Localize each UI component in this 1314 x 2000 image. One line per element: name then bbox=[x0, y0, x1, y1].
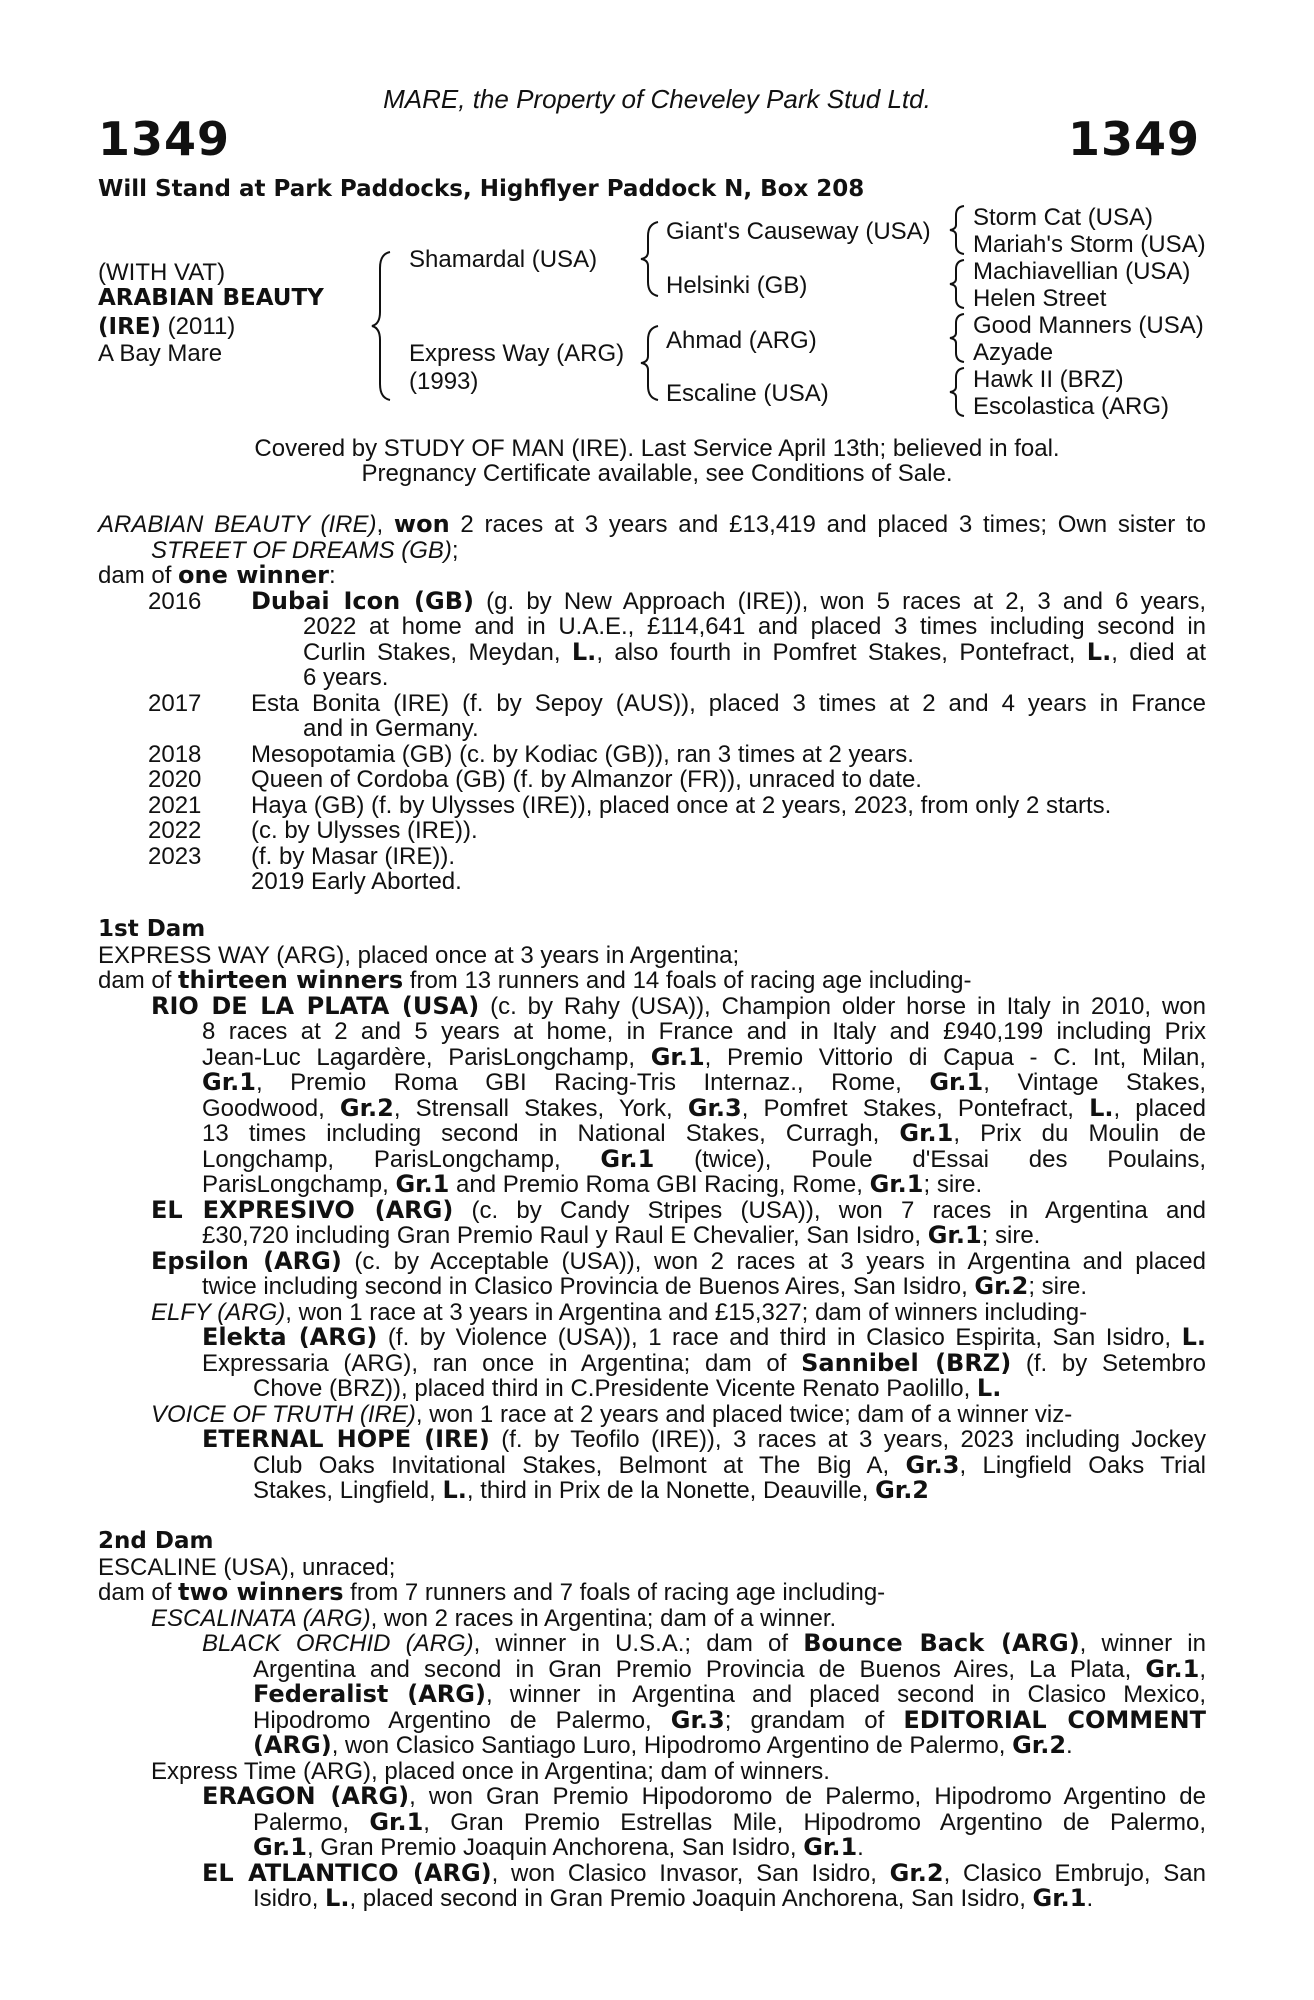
dam-line: dam of two winners from 7 runners and 7 foals of racing age including- bbox=[98, 1578, 886, 1606]
produce-row: 2018 Mesopotamia (GB) (c. by Kodiac (GB)), ran 3 times at 2 years. bbox=[148, 740, 914, 768]
produce-row: 2021 Haya (GB) (f. by Ulysses (IRE)), placed once at 2 years, 2023, from only 2 starts. bbox=[148, 791, 1112, 819]
brace-g3 bbox=[948, 311, 970, 365]
produce-row: 2022 (c. by Ulysses (IRE)). bbox=[148, 817, 478, 844]
ggs-6: Azyade bbox=[973, 339, 1054, 366]
dam-line: EXPRESS WAY (ARG), placed once at 3 years in Argentina; bbox=[98, 941, 740, 969]
produce-row: 2019 Early Aborted. bbox=[251, 868, 462, 895]
horse-description: A Bay Mare bbox=[98, 340, 223, 367]
offspring-line: Goodwood, Gr.2, Strensall Stakes, York, Gr.3, Pomfret Stakes, Pontefract, L., placed bbox=[202, 1093, 1207, 1122]
covering-line-2: Pregnancy Certificate available, see Conditions of Sale. bbox=[361, 460, 953, 487]
produce-row: Curlin Stakes, Meydan, L., also fourth in Pomfret Stakes, Pontefract, L., died at bbox=[303, 637, 1207, 666]
offspring-line: EL ATLANTICO (ARG), won Clasico Invasor, San Isidro, Gr.2, Clasico Embrujo, San bbox=[202, 1858, 1206, 1887]
offspring-line: Isidro, L., placed second in Gran Premio Joaquin Anchorena, San Isidro, Gr.1. bbox=[253, 1884, 1094, 1912]
section-heading: 2nd Dam bbox=[98, 1528, 214, 1554]
offspring-line: Epsilon (ARG) (c. by Acceptable (USA)), won 2 races at 3 years in Argentina and placed bbox=[151, 1246, 1206, 1275]
offspring-line: RIO DE LA PLATA (USA) (c. by Rahy (USA)), Champion older horse in Italy in 2010, won bbox=[151, 991, 1206, 1020]
offspring-line: Club Oaks Invitational Stakes, Belmont at The Big A, Gr.3, Lingfield Oaks Trial bbox=[253, 1450, 1206, 1479]
offspring-line: ELFY (ARG), won 1 race at 3 years in Argentina and £15,327; dam of winners including- bbox=[151, 1298, 1088, 1326]
offspring-line: Longchamp, ParisLongchamp, Gr.1 (twice), Poule d'Essai des Poulains, bbox=[202, 1144, 1206, 1173]
offspring-line: ETERNAL HOPE (IRE) (f. by Teofilo (IRE)), 3 races at 3 years, 2023 including Jockey bbox=[202, 1425, 1207, 1453]
ggs-5: Good Manners (USA) bbox=[973, 312, 1204, 339]
produce-row: 2023 (f. by Masar (IRE)). bbox=[148, 842, 456, 870]
dam: Express Way (ARG) bbox=[409, 340, 625, 367]
brace-sire bbox=[638, 218, 664, 300]
sire-dam: Helsinki (GB) bbox=[666, 272, 808, 299]
dam-line: dam of thirteen winners from 13 runners and 14 foals of racing age including- bbox=[98, 966, 972, 994]
mare-line: ARABIAN BEAUTY (IRE), won 2 races at 3 years and £13,419 and placed 3 times; Own sister to bbox=[98, 510, 1207, 538]
brace-g4 bbox=[948, 365, 970, 419]
ggs-3: Machiavellian (USA) bbox=[973, 258, 1191, 285]
ggs-4: Helen Street bbox=[973, 285, 1107, 312]
stand-location: Will Stand at Park Paddocks, Highflyer Paddock N, Box 208 bbox=[98, 176, 865, 202]
offspring-line: 8 races at 2 and 5 years at home, in France and in Italy and £940,199 including Prix bbox=[202, 1018, 1206, 1045]
offspring-line: (ARG), won Clasico Santiago Luro, Hipodromo Argentino de Palermo, Gr.2. bbox=[253, 1731, 1073, 1759]
offspring-line: Argentina and second in Gran Premio Provincia de Buenos Aires, La Plata, Gr.1, bbox=[253, 1654, 1206, 1683]
dam-dam: Escaline (USA) bbox=[666, 380, 829, 407]
brace-g1 bbox=[948, 203, 970, 257]
first-dam-section bbox=[98, 917, 1206, 1504]
brace-g2 bbox=[948, 257, 970, 311]
offspring-line: BLACK ORCHID (ARG), winner in U.S.A.; dam of Bounce Back (ARG), winner in bbox=[202, 1629, 1206, 1657]
offspring-line: ESCALINATA (ARG), won 2 races in Argentina; dam of a winner. bbox=[151, 1604, 837, 1632]
brace-gen1 bbox=[368, 248, 398, 404]
sire-sire: Giant's Causeway (USA) bbox=[666, 218, 931, 245]
second-dam-section bbox=[98, 1529, 1206, 1912]
offspring-line: ParisLongchamp, Gr.1 and Premio Roma GBI Racing, Rome, Gr.1; sire. bbox=[202, 1170, 983, 1198]
produce-row: 2020 Queen of Cordoba (GB) (f. by Almanzor (FR)), unraced to date. bbox=[148, 766, 922, 793]
mare-record bbox=[98, 512, 1206, 895]
offspring-line: ERAGON (ARG), won Gran Premio Hipodoromo de Palermo, Hipodromo Argentino de bbox=[202, 1782, 1207, 1810]
offspring-line: Federalist (ARG), winner in Argentina and placed second in Clasico Mexico, bbox=[253, 1680, 1206, 1708]
offspring-line: £30,720 including Gran Premio Raul y Raul E Chevalier, San Isidro, Gr.1; sire. bbox=[202, 1221, 1041, 1249]
mare-line: dam of one winner: bbox=[98, 561, 336, 589]
produce-row: 2017 Esta Bonita (IRE) (f. by Sepoy (AUS)), placed 3 times at 2 and 4 years in France bbox=[148, 689, 1206, 717]
sire: Shamardal (USA) bbox=[409, 246, 598, 273]
offspring-line: twice including second in Clasico Provincia de Buenos Aires, San Isidro, Gr.2; sire. bbox=[202, 1272, 1088, 1300]
offspring-line: VOICE OF TRUTH (IRE), won 1 race at 2 years and placed twice; dam of a winner viz- bbox=[151, 1400, 1073, 1428]
offspring-line: Express Time (ARG), placed once in Argentina; dam of winners. bbox=[151, 1757, 830, 1785]
offspring-line: Gr.1, Gran Premio Joaquin Anchorena, San Isidro, Gr.1. bbox=[253, 1833, 864, 1861]
vat-note: (WITH VAT) bbox=[98, 259, 226, 286]
brace-dam bbox=[638, 322, 664, 404]
dam-line: ESCALINE (USA), unraced; bbox=[98, 1553, 396, 1581]
offspring-line: 13 times including second in National Stakes, Curragh, Gr.1, Prix du Moulin de bbox=[202, 1119, 1207, 1147]
offspring-line: EL EXPRESIVO (ARG) (c. by Candy Stripes (USA)), won 7 races in Argentina and bbox=[151, 1195, 1206, 1224]
lot-number-left: 1349 bbox=[98, 112, 231, 166]
ggs-1: Storm Cat (USA) bbox=[973, 204, 1154, 231]
covering-line-1: Covered by STUDY OF MAN (IRE). Last Service April 13th; believed in foal. bbox=[254, 435, 1060, 462]
offspring-line: Expressaria (ARG), ran once in Argentina; dam of Sannibel (BRZ) (f. by Setembro bbox=[202, 1348, 1206, 1377]
ggs-7: Hawk II (BRZ) bbox=[973, 366, 1124, 393]
ggs-2: Mariah's Storm (USA) bbox=[973, 231, 1206, 258]
lot-number-right: 1349 bbox=[1067, 112, 1200, 166]
produce-row: 2022 at home and in U.A.E., £114,641 and placed 3 times including second in bbox=[303, 613, 1206, 640]
property-line: MARE, the Property of Cheveley Park Stud Ltd. bbox=[383, 84, 931, 114]
produce-row: 6 years. bbox=[303, 664, 389, 691]
offspring-line: Gr.1, Premio Roma GBI Racing-Tris Internaz., Rome, Gr.1, Vintage Stakes, bbox=[202, 1068, 1207, 1096]
ggs-8: Escolastica (ARG) bbox=[973, 393, 1170, 420]
offspring-line: Jean-Luc Lagardère, ParisLongchamp, Gr.1, Premio Vittorio di Capua - C. Int, Milan, bbox=[202, 1042, 1207, 1071]
offspring-line: Palermo, Gr.1, Gran Premio Estrellas Mile, Hipodromo Argentino de Palermo, bbox=[253, 1807, 1206, 1836]
offspring-line: Stakes, Lingfield, L., third in Prix de la Nonette, Deauville, Gr.2 bbox=[253, 1476, 930, 1504]
section-heading: 1st Dam bbox=[98, 916, 206, 942]
offspring-line: Hipodromo Argentino de Palermo, Gr.3; grandam of EDITORIAL COMMENT bbox=[253, 1705, 1206, 1734]
produce-row: 2016 Dubai Icon (GB) (g. by New Approach (IRE)), won 5 races at 2, 3 and 6 years, bbox=[148, 586, 1206, 615]
offspring-line: Chove (BRZ)), placed third in C.Presidente Vicente Renato Paolillo, L. bbox=[253, 1374, 1002, 1402]
mare-line: STREET OF DREAMS (GB); bbox=[151, 536, 459, 564]
offspring-line: Elekta (ARG) (f. by Violence (USA)), 1 race and third in Clasico Espirita, San Isidro, L. bbox=[202, 1323, 1206, 1351]
produce-row: and in Germany. bbox=[303, 715, 479, 742]
dam-sire: Ahmad (ARG) bbox=[666, 327, 817, 354]
horse-name: ARABIAN BEAUTY bbox=[98, 285, 324, 311]
horse-name-suffix: (IRE) (2011) bbox=[98, 313, 236, 340]
dam-year: (1993) bbox=[409, 368, 479, 395]
